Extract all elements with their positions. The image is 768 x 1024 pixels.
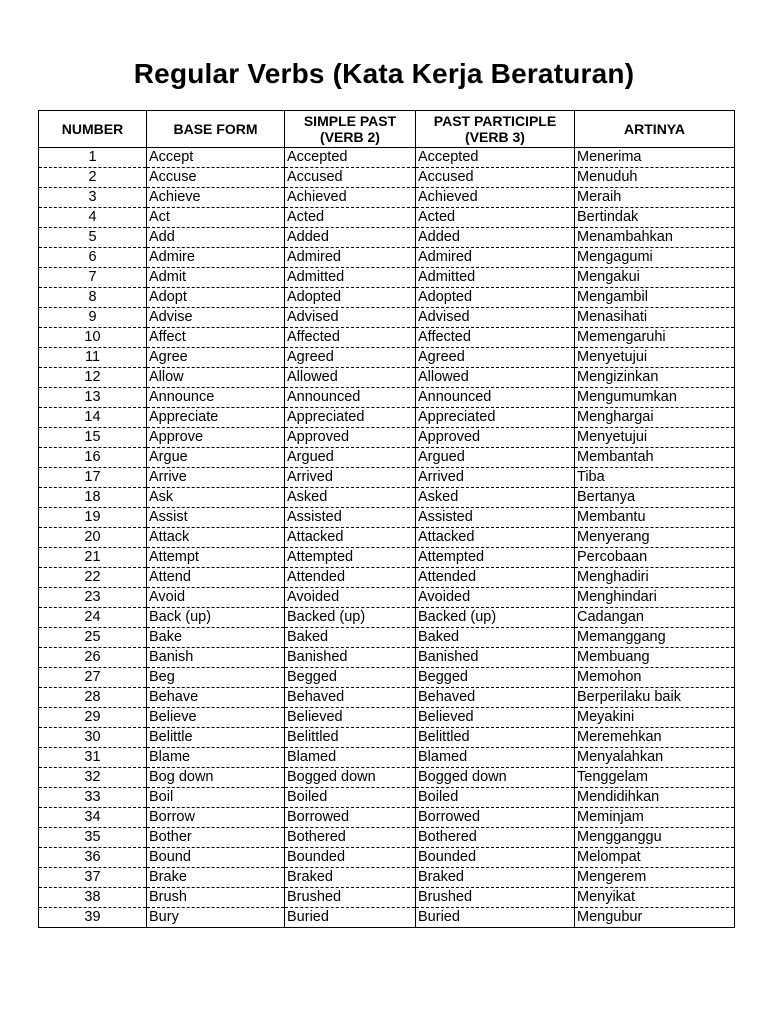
cell-number: 28 (39, 688, 147, 708)
cell-past-participle: Banished (416, 648, 575, 668)
table-row (39, 768, 735, 788)
cell-past-participle: Achieved (416, 188, 575, 208)
cell-artinya: Mengerem (575, 868, 735, 888)
cell-artinya: Menasihati (575, 308, 735, 328)
cell-past-participle: Acted (416, 208, 575, 228)
table-row (39, 848, 735, 868)
cell-past-participle: Bogged down (416, 768, 575, 788)
cell-base-form: Approve (147, 428, 285, 448)
cell-artinya: Membantah (575, 448, 735, 468)
cell-base-form: Admit (147, 268, 285, 288)
cell-number: 37 (39, 868, 147, 888)
cell-base-form: Borrow (147, 808, 285, 828)
table-row (39, 708, 735, 728)
cell-number: 33 (39, 788, 147, 808)
cell-simple-past: Arrived (285, 468, 416, 488)
table-row (39, 668, 735, 688)
cell-past-participle: Adopted (416, 288, 575, 308)
cell-past-participle: Avoided (416, 588, 575, 608)
cell-artinya: Memohon (575, 668, 735, 688)
cell-simple-past: Blamed (285, 748, 416, 768)
cell-number: 14 (39, 408, 147, 428)
cell-base-form: Bake (147, 628, 285, 648)
cell-simple-past: Buried (285, 908, 416, 928)
cell-simple-past: Boiled (285, 788, 416, 808)
cell-past-participle: Affected (416, 328, 575, 348)
cell-past-participle: Boiled (416, 788, 575, 808)
cell-artinya: Mengambil (575, 288, 735, 308)
table-row (39, 408, 735, 428)
cell-number: 24 (39, 608, 147, 628)
table-row (39, 508, 735, 528)
cell-past-participle: Admired (416, 248, 575, 268)
cell-past-participle: Begged (416, 668, 575, 688)
cell-artinya: Mengagumi (575, 248, 735, 268)
cell-artinya: Menyetujui (575, 348, 735, 368)
cell-simple-past: Accused (285, 168, 416, 188)
cell-artinya: Tiba (575, 468, 735, 488)
cell-base-form: Bog down (147, 768, 285, 788)
cell-past-participle: Added (416, 228, 575, 248)
cell-base-form: Avoid (147, 588, 285, 608)
cell-artinya: Menghadiri (575, 568, 735, 588)
cell-base-form: Bury (147, 908, 285, 928)
table-row (39, 448, 735, 468)
table-row (39, 588, 735, 608)
cell-past-participle: Asked (416, 488, 575, 508)
cell-simple-past: Bogged down (285, 768, 416, 788)
cell-artinya: Meminjam (575, 808, 735, 828)
cell-simple-past: Allowed (285, 368, 416, 388)
cell-simple-past: Advised (285, 308, 416, 328)
cell-simple-past: Adopted (285, 288, 416, 308)
cell-base-form: Attempt (147, 548, 285, 568)
cell-simple-past: Achieved (285, 188, 416, 208)
cell-past-participle: Belittled (416, 728, 575, 748)
verbs-table-body (39, 148, 735, 928)
cell-simple-past: Backed (up) (285, 608, 416, 628)
cell-past-participle: Blamed (416, 748, 575, 768)
cell-base-form: Appreciate (147, 408, 285, 428)
cell-base-form: Brush (147, 888, 285, 908)
cell-past-participle: Agreed (416, 348, 575, 368)
cell-artinya: Mengubur (575, 908, 735, 928)
table-row (39, 688, 735, 708)
cell-artinya: Memanggang (575, 628, 735, 648)
cell-artinya: Mengumumkan (575, 388, 735, 408)
table-row (39, 428, 735, 448)
cell-base-form: Behave (147, 688, 285, 708)
cell-artinya: Menerima (575, 148, 735, 168)
cell-simple-past: Admitted (285, 268, 416, 288)
cell-past-participle: Behaved (416, 688, 575, 708)
cell-number: 7 (39, 268, 147, 288)
cell-base-form: Bother (147, 828, 285, 848)
table-row (39, 328, 735, 348)
cell-artinya: Menghindari (575, 588, 735, 608)
cell-base-form: Accept (147, 148, 285, 168)
cell-artinya: Meraih (575, 188, 735, 208)
cell-simple-past: Banished (285, 648, 416, 668)
cell-number: 20 (39, 528, 147, 548)
cell-simple-past: Borrowed (285, 808, 416, 828)
cell-past-participle: Assisted (416, 508, 575, 528)
cell-past-participle: Approved (416, 428, 575, 448)
cell-number: 39 (39, 908, 147, 928)
cell-base-form: Argue (147, 448, 285, 468)
cell-number: 38 (39, 888, 147, 908)
cell-artinya: Melompat (575, 848, 735, 868)
cell-base-form: Announce (147, 388, 285, 408)
cell-number: 22 (39, 568, 147, 588)
cell-simple-past: Affected (285, 328, 416, 348)
cell-base-form: Agree (147, 348, 285, 368)
cell-base-form: Back (up) (147, 608, 285, 628)
cell-simple-past: Argued (285, 448, 416, 468)
table-row (39, 808, 735, 828)
header-past-participle: PAST PARTICIPLE (VERB 3) (416, 111, 575, 148)
cell-artinya: Memengaruhi (575, 328, 735, 348)
cell-simple-past: Attended (285, 568, 416, 588)
cell-past-participle: Argued (416, 448, 575, 468)
table-row (39, 608, 735, 628)
cell-past-participle: Appreciated (416, 408, 575, 428)
cell-base-form: Beg (147, 668, 285, 688)
table-row (39, 368, 735, 388)
cell-base-form: Attend (147, 568, 285, 588)
cell-past-participle: Arrived (416, 468, 575, 488)
cell-number: 6 (39, 248, 147, 268)
cell-simple-past: Attempted (285, 548, 416, 568)
cell-number: 32 (39, 768, 147, 788)
cell-past-participle: Announced (416, 388, 575, 408)
cell-past-participle: Attempted (416, 548, 575, 568)
header-row (39, 111, 735, 148)
table-row (39, 528, 735, 548)
cell-simple-past: Assisted (285, 508, 416, 528)
cell-simple-past: Asked (285, 488, 416, 508)
cell-artinya: Berperilaku baik (575, 688, 735, 708)
table-row (39, 828, 735, 848)
cell-artinya: Mengizinkan (575, 368, 735, 388)
table-row (39, 268, 735, 288)
table-row (39, 788, 735, 808)
cell-base-form: Brake (147, 868, 285, 888)
cell-past-participle: Baked (416, 628, 575, 648)
cell-simple-past: Belittled (285, 728, 416, 748)
table-row (39, 208, 735, 228)
cell-artinya: Menyikat (575, 888, 735, 908)
cell-artinya: Menuduh (575, 168, 735, 188)
cell-number: 5 (39, 228, 147, 248)
cell-simple-past: Appreciated (285, 408, 416, 428)
cell-past-participle: Admitted (416, 268, 575, 288)
cell-number: 2 (39, 168, 147, 188)
cell-artinya: Mendidihkan (575, 788, 735, 808)
cell-base-form: Belittle (147, 728, 285, 748)
cell-simple-past: Added (285, 228, 416, 248)
cell-simple-past: Announced (285, 388, 416, 408)
cell-simple-past: Baked (285, 628, 416, 648)
cell-past-participle: Backed (up) (416, 608, 575, 628)
cell-number: 4 (39, 208, 147, 228)
cell-simple-past: Admired (285, 248, 416, 268)
cell-artinya: Bertanya (575, 488, 735, 508)
cell-base-form: Believe (147, 708, 285, 728)
cell-number: 30 (39, 728, 147, 748)
table-row (39, 548, 735, 568)
cell-base-form: Act (147, 208, 285, 228)
verbs-table (38, 110, 735, 928)
cell-base-form: Add (147, 228, 285, 248)
cell-base-form: Assist (147, 508, 285, 528)
table-row (39, 148, 735, 168)
cell-past-participle: Attended (416, 568, 575, 588)
cell-simple-past: Agreed (285, 348, 416, 368)
header-simple-past: SIMPLE PAST (VERB 2) (285, 111, 416, 148)
cell-artinya: Menyetujui (575, 428, 735, 448)
cell-simple-past: Accepted (285, 148, 416, 168)
cell-base-form: Blame (147, 748, 285, 768)
table-row (39, 168, 735, 188)
cell-simple-past: Bothered (285, 828, 416, 848)
header-base-form: BASE FORM (147, 111, 285, 148)
cell-artinya: Membuang (575, 648, 735, 668)
table-row (39, 388, 735, 408)
cell-past-participle: Accused (416, 168, 575, 188)
table-row (39, 888, 735, 908)
header-artinya: ARTINYA (575, 111, 735, 148)
cell-number: 19 (39, 508, 147, 528)
header-number: NUMBER (39, 111, 147, 148)
cell-past-participle: Advised (416, 308, 575, 328)
cell-artinya: Bertindak (575, 208, 735, 228)
cell-past-participle: Brushed (416, 888, 575, 908)
table-row (39, 568, 735, 588)
cell-number: 15 (39, 428, 147, 448)
cell-simple-past: Attacked (285, 528, 416, 548)
cell-number: 36 (39, 848, 147, 868)
cell-number: 16 (39, 448, 147, 468)
cell-simple-past: Begged (285, 668, 416, 688)
cell-simple-past: Brushed (285, 888, 416, 908)
table-row (39, 288, 735, 308)
table-row (39, 868, 735, 888)
cell-base-form: Ask (147, 488, 285, 508)
cell-number: 34 (39, 808, 147, 828)
cell-number: 23 (39, 588, 147, 608)
table-row (39, 228, 735, 248)
cell-past-participle: Bothered (416, 828, 575, 848)
cell-simple-past: Bounded (285, 848, 416, 868)
cell-past-participle: Believed (416, 708, 575, 728)
cell-number: 31 (39, 748, 147, 768)
cell-artinya: Meremehkan (575, 728, 735, 748)
cell-base-form: Allow (147, 368, 285, 388)
cell-simple-past: Acted (285, 208, 416, 228)
cell-number: 35 (39, 828, 147, 848)
cell-number: 1 (39, 148, 147, 168)
cell-past-participle: Borrowed (416, 808, 575, 828)
cell-artinya: Mengakui (575, 268, 735, 288)
table-row (39, 728, 735, 748)
cell-simple-past: Avoided (285, 588, 416, 608)
cell-past-participle: Braked (416, 868, 575, 888)
cell-number: 18 (39, 488, 147, 508)
cell-artinya: Mengganggu (575, 828, 735, 848)
cell-base-form: Adopt (147, 288, 285, 308)
cell-artinya: Cadangan (575, 608, 735, 628)
cell-past-participle: Bounded (416, 848, 575, 868)
cell-base-form: Attack (147, 528, 285, 548)
cell-base-form: Boil (147, 788, 285, 808)
cell-past-participle: Buried (416, 908, 575, 928)
cell-base-form: Banish (147, 648, 285, 668)
page-title: Regular Verbs (Kata Kerja Beraturan) (133, 58, 635, 89)
cell-number: 12 (39, 368, 147, 388)
cell-number: 9 (39, 308, 147, 328)
table-row (39, 488, 735, 508)
cell-number: 10 (39, 328, 147, 348)
cell-artinya: Menyerang (575, 528, 735, 548)
cell-base-form: Accuse (147, 168, 285, 188)
cell-base-form: Admire (147, 248, 285, 268)
cell-past-participle: Allowed (416, 368, 575, 388)
table-row (39, 628, 735, 648)
cell-number: 8 (39, 288, 147, 308)
cell-past-participle: Accepted (416, 148, 575, 168)
cell-simple-past: Behaved (285, 688, 416, 708)
cell-number: 27 (39, 668, 147, 688)
cell-base-form: Achieve (147, 188, 285, 208)
table-row (39, 468, 735, 488)
table-row (39, 748, 735, 768)
table-row (39, 248, 735, 268)
cell-base-form: Advise (147, 308, 285, 328)
table-row (39, 308, 735, 328)
cell-number: 3 (39, 188, 147, 208)
cell-number: 29 (39, 708, 147, 728)
cell-simple-past: Approved (285, 428, 416, 448)
table-row (39, 908, 735, 928)
cell-simple-past: Braked (285, 868, 416, 888)
cell-number: 11 (39, 348, 147, 368)
cell-artinya: Meyakini (575, 708, 735, 728)
cell-number: 13 (39, 388, 147, 408)
cell-base-form: Bound (147, 848, 285, 868)
table-row (39, 348, 735, 368)
cell-artinya: Percobaan (575, 548, 735, 568)
cell-number: 26 (39, 648, 147, 668)
cell-artinya: Tenggelam (575, 768, 735, 788)
cell-simple-past: Believed (285, 708, 416, 728)
cell-artinya: Menghargai (575, 408, 735, 428)
cell-number: 17 (39, 468, 147, 488)
cell-artinya: Menyalahkan (575, 748, 735, 768)
cell-artinya: Membantu (575, 508, 735, 528)
cell-base-form: Affect (147, 328, 285, 348)
cell-artinya: Menambahkan (575, 228, 735, 248)
cell-base-form: Arrive (147, 468, 285, 488)
table-row (39, 648, 735, 668)
cell-past-participle: Attacked (416, 528, 575, 548)
cell-number: 25 (39, 628, 147, 648)
table-row (39, 188, 735, 208)
cell-number: 21 (39, 548, 147, 568)
